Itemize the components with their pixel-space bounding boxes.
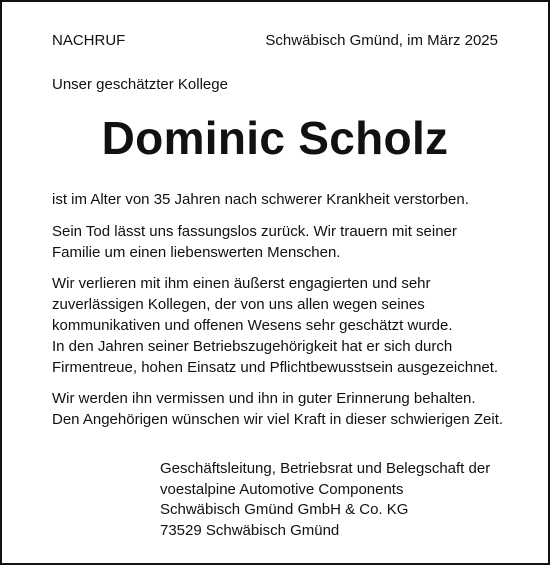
paragraph-tribute: Wir verlieren mit ihm einen äußerst engagierten und sehr zuverlässigen Kollegen, der von uns allen wegen seines kommunikativen und offenen Wesens sehr geschätzt wurde. In den Jahren seiner Betriebszugehörigkeit hat er sich durch Firmentreue, hohen Einsatz und Pflichtbewusstsein ausgezeichnet.	[52, 275, 499, 376]
notice-type-label: NACHRUF	[52, 32, 126, 49]
paragraph-age: ist im Alter von 35 Jahren nach schwerer Krankheit verstorben.	[52, 191, 469, 208]
deceased-name: Dominic Scholz	[101, 112, 449, 164]
header	[52, 32, 498, 50]
intro-line: Unser geschätzter Kollege	[52, 76, 228, 93]
paragraph-farewell: Wir werden ihn vermissen und ihn in guter Erinnerung behalten. Den Angehörigen wünschen wir viel Kraft in dieser schwierigen Zeit.	[52, 390, 504, 429]
paragraph-grief: Sein Tod lässt uns fassungslos zurück. Wir trauern mit seiner Familie um einen liebenswerten Menschen.	[52, 222, 457, 261]
signature-line-4: 73529 Schwäbisch Gmünd	[160, 521, 340, 539]
signature-line-3: Schwäbisch Gmünd GmbH & Co. KG	[160, 501, 409, 519]
place-date: Schwäbisch Gmünd, im März 2025	[265, 32, 498, 49]
body-text	[52, 190, 522, 442]
signature-line-2: voestalpine Automotive Components	[160, 480, 404, 498]
signature-line-1: Geschäftsleitung, Betriebsrat und Belegschaft der	[160, 460, 491, 477]
signature-block	[160, 459, 490, 541]
